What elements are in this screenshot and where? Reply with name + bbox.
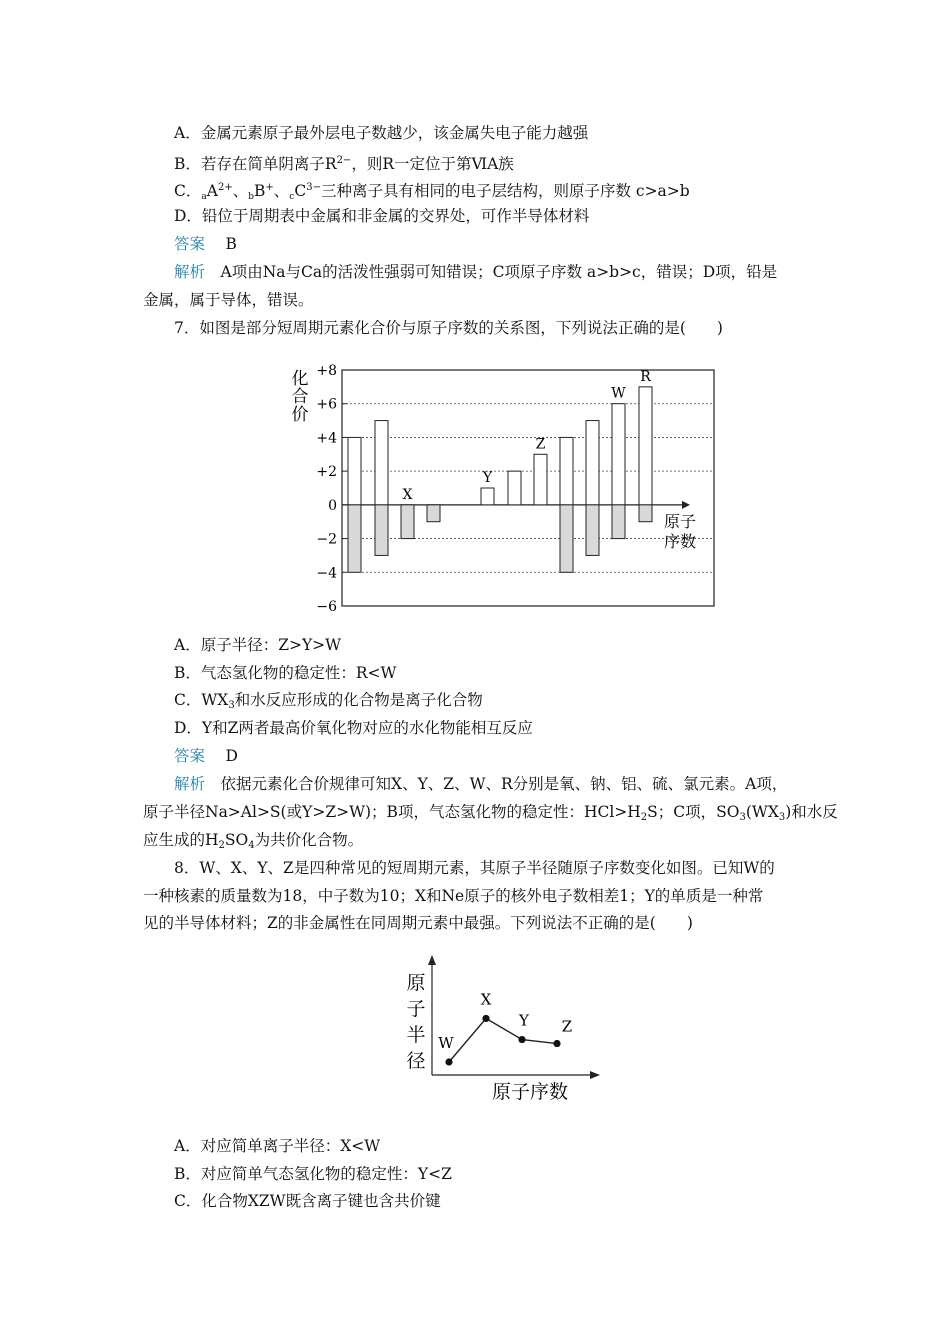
bar-negative <box>375 505 388 556</box>
bar-positive <box>534 454 547 505</box>
point-label-X: X <box>480 990 492 1009</box>
point-X <box>482 1015 489 1022</box>
y-tick-label: 0 <box>328 497 337 514</box>
plot-frame <box>342 370 714 606</box>
point-label-Z: Z <box>561 1017 573 1036</box>
y-axis-label: 径 <box>406 1050 426 1072</box>
q8-stem-line3: 见的半导体材料；Z的非金属性在同周期元素中最强。下列说法不正确的是( ) <box>143 914 693 932</box>
bar-label-Y: Y <box>482 470 493 486</box>
point-W <box>445 1058 452 1065</box>
q6-option-a: A．金属元素原子最外层电子数越少，该金属失电子能力越强 <box>174 124 589 142</box>
bar-negative <box>427 505 440 522</box>
x-axis-label-line2: 序数 <box>663 531 697 551</box>
point-label-Y: Y <box>519 1011 529 1030</box>
q7-option-a: A．原子半径：Z>Y>W <box>174 636 342 654</box>
y-axis-label: 价 <box>291 405 309 425</box>
q6-option-b: B．若存在简单阴离子$R^{2-}$，则R一定位于第ⅥA族 <box>174 155 514 173</box>
bar-negative <box>612 505 625 539</box>
q7-option-d: D．Y和Z两者最高价氧化物对应的水化物能相互反应 <box>174 719 533 737</box>
bar-positive <box>375 421 388 505</box>
y-axis-label: 合 <box>291 387 309 407</box>
y-tick-label: −4 <box>316 565 337 582</box>
bar-label-W: W <box>611 385 626 402</box>
y-axis-label: 半 <box>406 1024 426 1046</box>
bar-label-Z: Z <box>535 436 546 453</box>
valence-chart <box>280 348 720 630</box>
point-label-W: W <box>438 1034 454 1052</box>
x-axis-label: 原子序数 <box>491 1081 569 1103</box>
bar-positive <box>481 488 494 505</box>
q7-option-b: B．气态氢化物的稳定性：R<W <box>174 664 397 682</box>
x-axis-arrow <box>590 1071 600 1079</box>
y-tick-label: −2 <box>316 531 337 548</box>
y-tick-label: +8 <box>316 363 337 379</box>
y-tick-label: +4 <box>316 430 337 447</box>
bar-positive <box>612 404 625 505</box>
q8-stem-line2: 一种核素的质量数为18，中子数为10；X和Ne原子的核外电子数相差1；Y的单质是一种常 <box>143 887 764 905</box>
point-Y <box>518 1036 525 1043</box>
y-tick-label: +2 <box>316 464 337 481</box>
q7-answer: 答案 D <box>174 747 238 765</box>
radius-chart <box>380 945 610 1133</box>
bar-negative <box>639 505 652 522</box>
bar-negative <box>348 505 361 572</box>
x-axis-label-line1: 原子 <box>663 511 697 531</box>
q6-option-c: C．$aA^{2+}$、bB+、$cC^{3-}$三种离子具有相同的电子层结构，则原子序数 c>a>b <box>174 182 690 202</box>
radius-line <box>449 1018 557 1062</box>
q7-analysis-line1: 解析 依据元素化合价规律可知X、Y、Z、W、R分别是氧、钠、铝、硫、氯元素。A项， <box>174 775 788 793</box>
point-Z <box>553 1040 560 1047</box>
y-tick-label: −6 <box>316 599 337 615</box>
q6-analysis-line2: 金属，属于导体，错误。 <box>143 291 314 309</box>
y-axis-label: 化 <box>291 369 309 389</box>
y-axis-label: 子 <box>406 998 426 1020</box>
bar-label-R: R <box>640 368 651 385</box>
bar-positive <box>639 387 652 505</box>
bar-negative <box>401 505 414 539</box>
bar-label-X: X <box>402 486 413 503</box>
q7-stem: 7．如图是部分短周期元素化合价与原子序数的关系图，下列说法正确的是( ) <box>174 319 723 337</box>
bar-positive <box>348 437 361 504</box>
q7-analysis-line2: 原子半径Na>Al>S(或Y>Z>W)；B项，气态氢化物的稳定性：$HCl>H_2S$；C项，$SO_3(WX_3)$和水反 <box>143 803 838 823</box>
bar-negative <box>586 505 599 556</box>
q8-option-b: B．对应简单气态氢化物的稳定性：Y<Z <box>174 1165 452 1183</box>
bar-positive <box>560 437 573 504</box>
x-axis-arrow <box>682 501 690 509</box>
q6-option-d: D．铅位于周期表中金属和非金属的交界处，可作半导体材料 <box>174 207 590 225</box>
q8-option-c: C．化合物XZW既含离子键也含共价键 <box>174 1192 441 1210</box>
bar-positive <box>586 421 599 505</box>
y-axis-arrow <box>428 955 436 965</box>
q7-analysis-line3: 应生成的$H_2SO_4$为共价化合物。 <box>143 831 364 851</box>
q6-analysis-line1: 解析 A项由Na与Ca的活泼性强弱可知错误；C项原子序数 a>b>c，错误；D项，铅是 <box>174 263 778 281</box>
y-tick-label: +6 <box>316 396 337 413</box>
q8-option-a: A．对应简单离子半径：X<W <box>174 1137 381 1155</box>
q8-stem-line1: 8．W、X、Y、Z是四种常见的短周期元素，其原子半径随原子序数变化如图。已知W的 <box>174 859 775 877</box>
bar-positive <box>508 471 521 505</box>
q7-option-c: C．$WX_3$和水反应形成的化合物是离子化合物 <box>174 691 483 711</box>
y-axis-label: 原 <box>406 972 426 994</box>
bar-negative <box>560 505 573 572</box>
q6-answer: 答案 B <box>174 235 237 253</box>
